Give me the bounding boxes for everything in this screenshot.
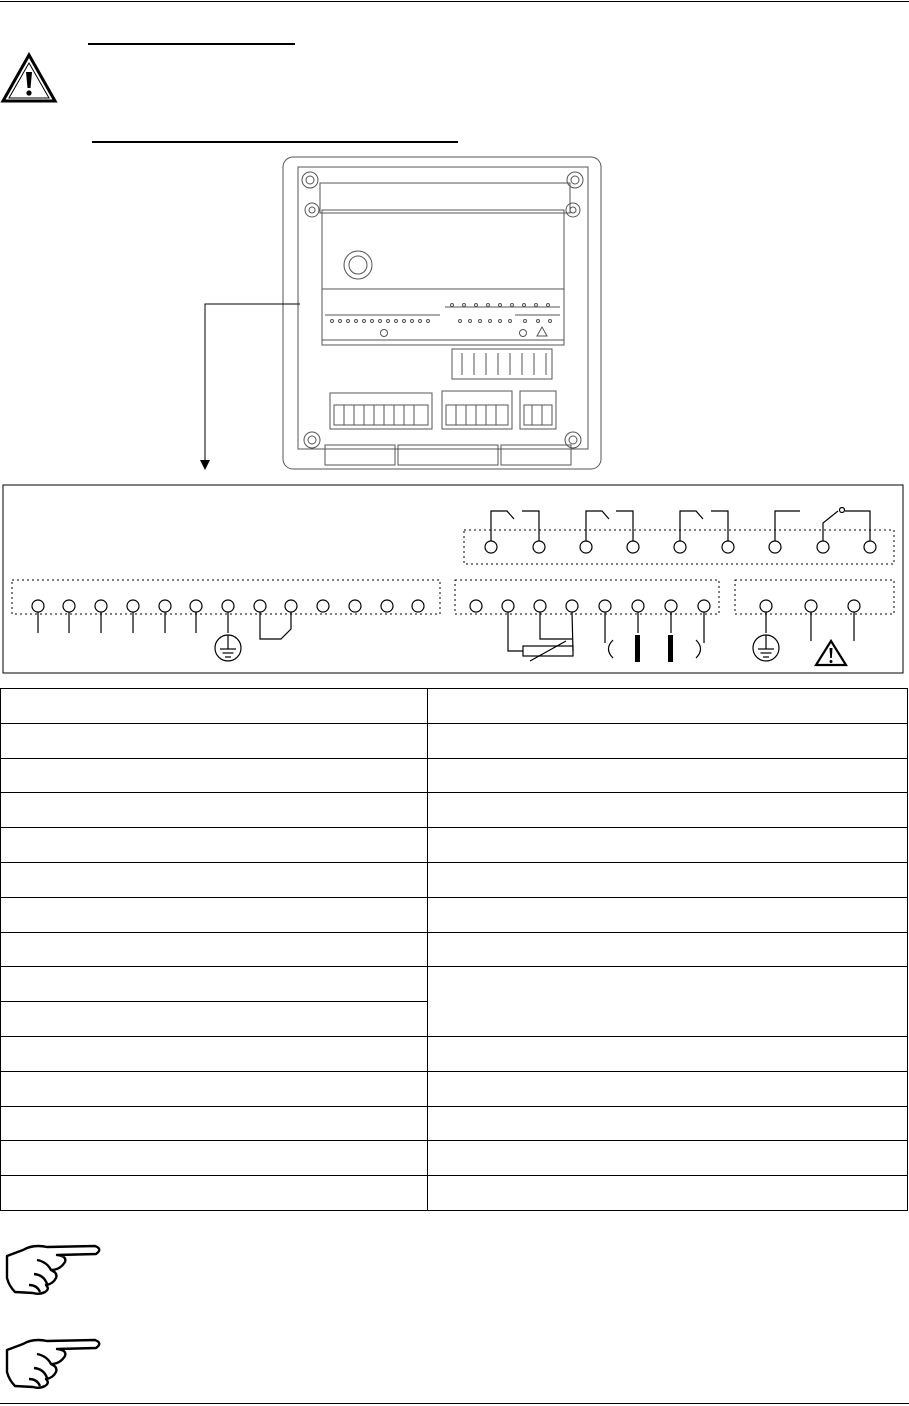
ground-symbol-icon xyxy=(215,635,241,661)
subsection-heading-underline xyxy=(92,141,458,143)
table-cell xyxy=(1,1106,428,1141)
section-heading-underline xyxy=(88,43,295,45)
table-row xyxy=(1,1071,908,1106)
table-cell xyxy=(1,897,428,932)
table-cell xyxy=(1,1036,428,1071)
table-cell xyxy=(428,1071,908,1106)
table-row xyxy=(1,1141,908,1176)
housing-rear-view-drawing xyxy=(280,155,605,473)
table-cell xyxy=(1,1141,428,1176)
table-row xyxy=(1,723,908,758)
table-row xyxy=(1,1106,908,1141)
terminal-detail-panel xyxy=(0,483,906,676)
table-row xyxy=(1,828,908,863)
table-cell xyxy=(1,1071,428,1106)
terminal-assignment-table xyxy=(0,688,908,1211)
warning-triangle-icon xyxy=(0,52,58,104)
detail-leader-arrow xyxy=(195,298,305,478)
table-row xyxy=(1,897,908,932)
table-row xyxy=(1,758,908,793)
bottom-rule xyxy=(0,1403,909,1404)
table-cell xyxy=(1,1002,428,1037)
table-cell xyxy=(1,689,428,724)
ground-symbol-icon xyxy=(753,635,779,661)
table-row xyxy=(1,967,908,1002)
table-cell xyxy=(428,758,908,793)
table-cell xyxy=(428,932,908,967)
table-row xyxy=(1,932,908,967)
table-cell xyxy=(428,897,908,932)
pointing-hand-icon xyxy=(3,1334,105,1390)
table-cell xyxy=(1,1176,428,1211)
top-rule xyxy=(0,1,909,2)
table-cell xyxy=(1,862,428,897)
table-cell xyxy=(428,967,908,1037)
table-row xyxy=(1,862,908,897)
table-cell xyxy=(428,793,908,828)
table-cell xyxy=(428,1106,908,1141)
table-row xyxy=(1,1036,908,1071)
table-cell xyxy=(428,862,908,897)
table-cell xyxy=(428,689,908,724)
table-cell xyxy=(428,828,908,863)
table-row xyxy=(1,1176,908,1211)
pointing-hand-icon xyxy=(3,1240,105,1296)
table-cell xyxy=(1,723,428,758)
table-cell xyxy=(1,967,428,1002)
table-cell xyxy=(428,1141,908,1176)
table-cell xyxy=(428,1036,908,1071)
warning-triangle-icon xyxy=(816,641,846,665)
table-cell xyxy=(1,828,428,863)
table-row xyxy=(1,793,908,828)
table-cell xyxy=(1,932,428,967)
table-cell xyxy=(1,758,428,793)
table-cell xyxy=(428,723,908,758)
table-row xyxy=(1,689,908,724)
table-cell xyxy=(428,1176,908,1211)
table-cell xyxy=(1,793,428,828)
